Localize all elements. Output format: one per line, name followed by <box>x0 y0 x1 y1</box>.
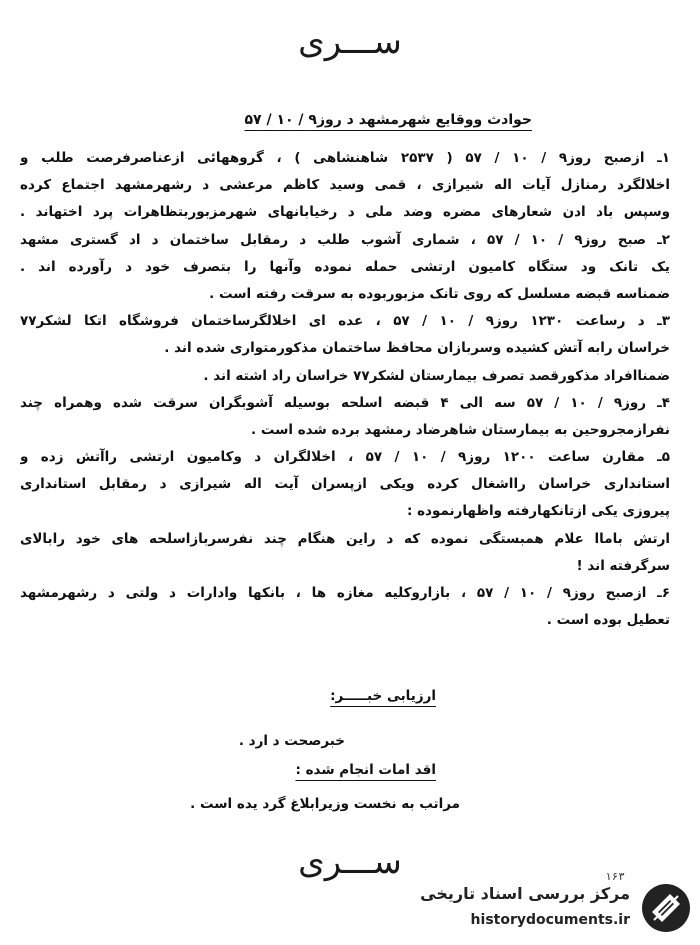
body-line: خراسان رابه آتش کشیده وسربازان محافظ ساختمان مذکورمتواری شده اند . <box>164 340 670 357</box>
body-line: ۱ـ ازصبح روز۹ / ۱۰ / ۵۷ ( ۲۵۳۷ شاهنشاهی ) ، گروههائی ازعناصرفرصت طلب و <box>20 150 670 166</box>
body-line: یک تانک ود ستگاه کامیون ارتشی حمله نموده وآنها را بتصرف خود د رآورده اند . <box>20 258 670 275</box>
body-line: اخلالگرد رمنازل آیات اله شیرازی ، قمی وسید کاظم مرعشی د رشهرمشهد اجتماع کرده <box>20 177 670 194</box>
body-line: نفرازمجروحین به بیمارستان شاهرضاد رمشهد برده شده است . <box>250 421 670 438</box>
body-line: استانداری خراسان رااشغال کرده ویکی ازپسران آیت اله شیرازی د رمقابل استانداری <box>20 476 670 493</box>
actions-heading: اقد امات انجام شده : <box>295 762 436 778</box>
actions-text: مراتب به نخست وزیرابلاغ گرد یده است . <box>190 796 460 812</box>
archive-logo-icon <box>640 882 692 934</box>
body-line: ۲ـ صبح روز۹ / ۱۰ / ۵۷ ، شماری آشوب طلب د رمقابل ساختمان د اد گستری مشهد <box>20 231 670 248</box>
body-line: ارتش باماا علام همبستگی نموده که د راین هنگام چند نفرسربازاسلحه های خود رابالای <box>20 530 670 547</box>
page-number: ۱۶۳ <box>605 870 625 883</box>
body-line: وسپس باد ادن شعارهای مضره وضد ملی د رخیابانهای شهرمزبوربتظاهرات پرد اختهاند . <box>20 204 670 221</box>
document-title: حوادث ووقایع شهرمشهد د روز۹ / ۱۰ / ۵۷ <box>244 112 532 128</box>
archive-url: historydocuments.ir <box>470 912 630 928</box>
body-line: ۴ـ روز۹ / ۱۰ / ۵۷ سه الی ۴ قبضه اسلحه بوسیله آشوبگران سرقت شده وهمراه چند <box>20 394 670 411</box>
archive-name: مرکز بررسی اسناد تاریخی <box>420 884 630 903</box>
secret-stamp-bottom: ســـری <box>298 842 402 882</box>
evaluation-text: خبرصحت د ارد . <box>238 733 345 749</box>
archive-watermark <box>392 878 692 940</box>
body-line: سرگرفته اند ! <box>576 557 670 574</box>
body-line: ضمناسه قبضه مسلسل که روی تانک مزبوربوده به سرقت رفته است . <box>209 285 670 302</box>
body-line: پیروزی یکی ازتانکهارفته واظهارنموده : <box>406 503 670 520</box>
document-body <box>20 145 670 634</box>
body-line: ۶ـ ازصبح روز۹ / ۱۰ / ۵۷ ، بازاروکلیه مغازه ها ، بانکها وادارات د ولتی د رشهرمشهد <box>20 585 670 601</box>
evaluation-heading: ارزیابی خبـــــر: <box>330 688 436 704</box>
body-line: ۳ـ د رساعت ۱۲۳۰ روز۹ / ۱۰ / ۵۷ ، عده ای اخلالگرساختمان فروشگاه اتکا لشکر۷۷ <box>20 313 670 330</box>
body-line: تعطیل بوده است . <box>546 612 670 629</box>
secret-stamp-top: ســـری <box>298 22 402 62</box>
body-line: ۵ـ مقارن ساعت ۱۲۰۰ روز۹ / ۱۰ / ۵۷ ، اخلالگران د وکامیون ارتشی راآتش زده و <box>20 449 670 466</box>
body-line: ضمناافراد مذکورقصد تصرف بیمارستان لشکر۷۷ خراسان راد اشته اند . <box>203 367 670 384</box>
